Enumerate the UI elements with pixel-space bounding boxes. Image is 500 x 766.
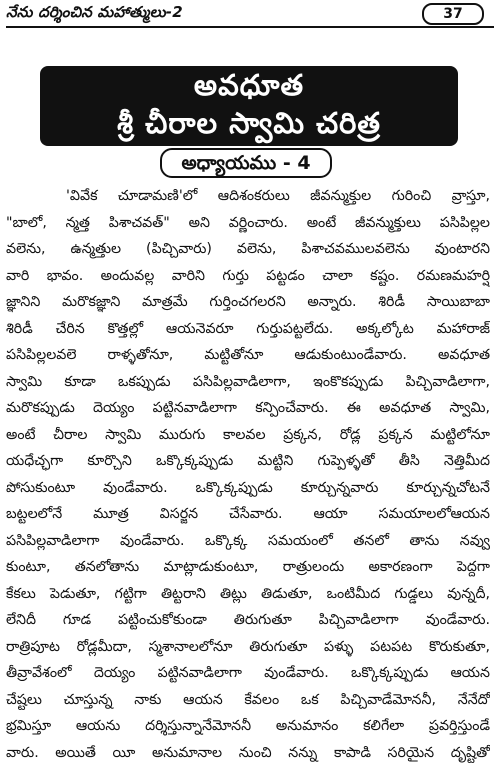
body-line: యధేచ్ఛగా కూర్చొని ఒక్కొక్కప్పుడు మట్టిని గుప్పెళ్ళతో తీసి నెత్తిమీద (6, 448, 490, 475)
body-line: మరొకప్పుడు దెయ్యం పట్టినవాడిలాగా కన్పించేవారు. ఈ అవధూత స్వామి, (6, 395, 490, 422)
body-line: తీవ్రావేశంలో దెయ్యం పట్టినవాడిలాగా వుండేవారు. ఒక్కొక్కప్పుడు ఆయన (6, 660, 490, 687)
body-line: కుంటూ, తనలోతాను మాట్లాడుకుంటూ, రాత్రులందు అకారణంగా పెద్దగా (6, 554, 490, 581)
body-line: పసిపిల్లవాడిలాగా వుండేవారు. ఒక్కొక్క సమయంలో తనలో తాను నవ్వు (6, 528, 490, 555)
body-line: కేకలు పెడుతూ, గట్టిగా తిట్టరాని తిట్లు తిడుతూ, ఒంటిమీద గుడ్డలు వున్నదీ, (6, 581, 490, 608)
body-line: లేనిదీ గూడ పట్టించుకోకుండా తిరుగుతూ పిచ్చివాడిలాగా వుండేవారు. (6, 607, 490, 634)
body-line: వలెను, ఉన్మత్తుల (పిచ్చివారు) వలెను, పిశాచవములవలెను వుంటారని (6, 236, 490, 263)
chapter-heading: అధ్యాయము - 4 (160, 148, 332, 178)
body-line: చేష్టలు చూస్తున్న నాకు ఆయన కేవలం ఒక పిచ్చివాడేమోననీ, నేనేదో (6, 687, 490, 714)
body-line: భ్రమిస్తూ ఆయను దర్శిస్తున్నానేమోననీ అనుమానం కలిగేలా ప్రవర్తిస్తుండే (6, 713, 490, 740)
page-number: 37 (422, 3, 484, 25)
body-line: బట్టలలోనే మూత్ర విసర్జన చేసేవారు. ఆయా సమయాలలోఆయన (6, 501, 490, 528)
body-line: రాత్రిపూట రోడ్లమీదా, స్మశానాలలోనూ తిరుగుతూ పళ్ళు పటపట కొరుకుతూ, (6, 634, 490, 661)
running-header (6, 2, 494, 28)
body-line: అంటే చీరాల స్వామి మురుగు కాలవల ప్రక్కన, రోడ్ల ప్రక్కన మట్టిలోనూ (6, 422, 490, 449)
body-text (6, 183, 490, 766)
body-line: వారి భావం. అందువల్ల వారిని గుర్తు పట్టడం చాలా కష్టం. రమణమహర్షి (6, 263, 490, 290)
title-line-1: అవధూత (40, 68, 458, 110)
body-line: జ్ఞానిని మరొకజ్ఞాని మాత్రమే గుర్తించగలరని అన్నారు. శిరిడీ సాయిబాబా (6, 289, 490, 316)
body-line: స్వామి కూడా ఒకప్పుడు పసిపిల్లవాడిలాగా, ఇంకొకప్పుడు పిచ్చివాడిలాగా, (6, 369, 490, 396)
body-line: వారు. అయితే యీ అనుమానాల నుంచి నన్ను కాపాడి సరియైన దృష్టితో (6, 740, 490, 766)
body-line: పసిపిల్లలవలె రాళ్ళతోనూ, మట్టితోనూ ఆడుకుంటుండేవారు. అవధూత (6, 342, 490, 369)
body-line: 'వివేక చూడామణి'లో ఆదిశంకరులు జీవన్ముక్తుల గురించి వ్రాస్తూ, (6, 183, 490, 210)
title-line-2: శ్రీ చీరాల స్వామి చరిత్ర (40, 106, 458, 148)
body-line: శిరిడీ చేరిన కొత్తల్లో ఆయనెవరూ గుర్తుపట్టలేదు. అక్కల్కోట మహారాజ్ (6, 316, 490, 343)
body-line: పోసుకుంటూ వుండేవారు. ఒక్కొక్కప్పుడు కూర్చున్నవారు కూర్చున్నచోటనే (6, 475, 490, 502)
title-banner (40, 66, 458, 146)
book-title: నేను దర్శించిన మహాత్ములు-2 (6, 3, 183, 25)
body-line: "బాలో, న్మత్త పిశాచవత్" అని వర్ణించారు. అంటే జీవన్ముక్తులు పసిపిల్లల (6, 210, 490, 237)
